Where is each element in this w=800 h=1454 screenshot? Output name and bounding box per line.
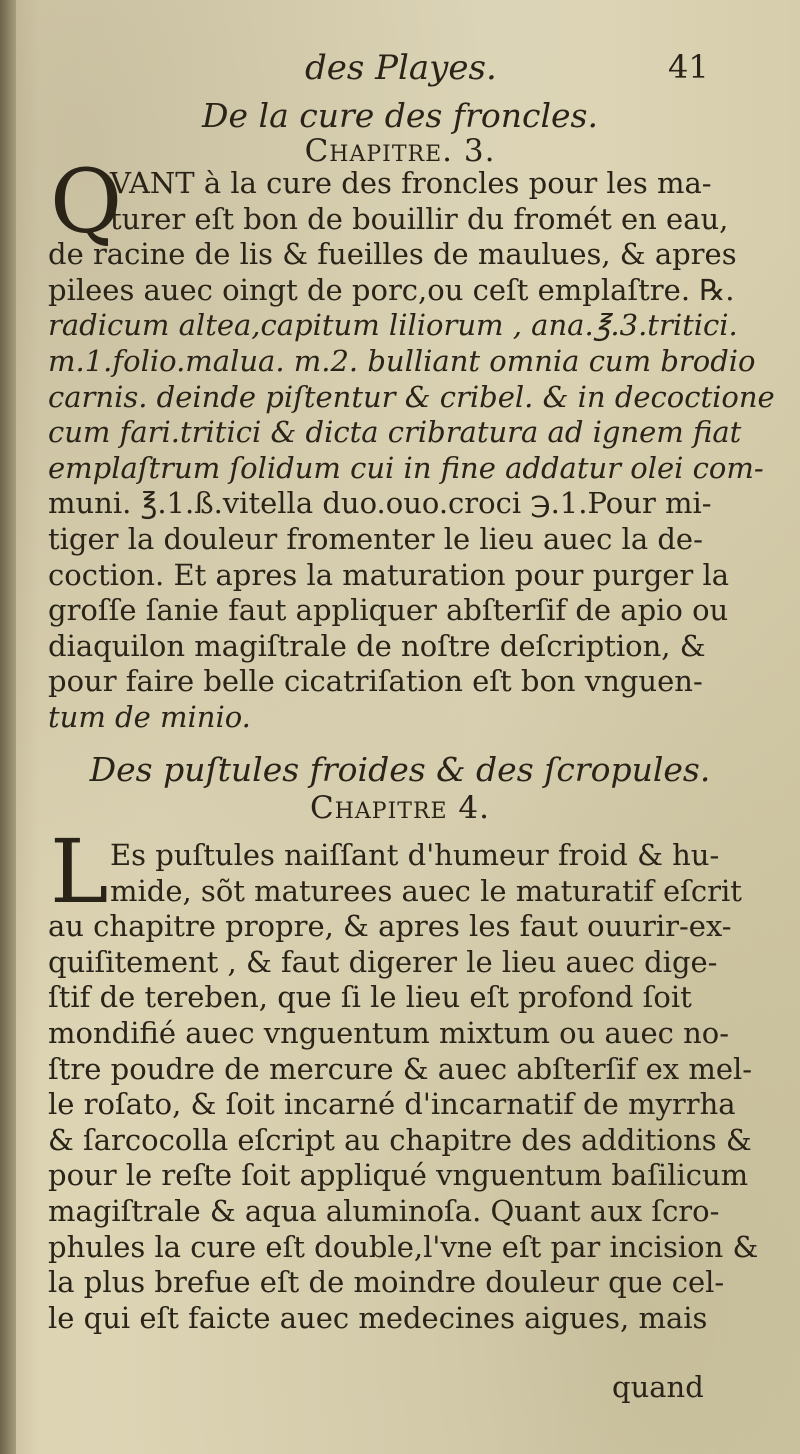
text-line: magiſtrale & aqua aluminoſa. Quant aux ſcro- [48, 1193, 720, 1228]
text-line: de racine de lis & fueilles de maulues, & apres [48, 237, 737, 272]
drop-cap-q: Q [50, 150, 123, 253]
text-line: Es puſtules naiſſant d'humeur froid & hu- [110, 838, 720, 872]
chapter-title-4: Chapitre 4. [309, 790, 490, 826]
text-line: radicum altea,capitum liliorum , ana.℥.3.tritici. [48, 308, 738, 343]
page-header [0, 48, 800, 98]
text-line: VANT à la cure des froncles pour les ma- [110, 166, 712, 200]
text-line: au chapitre propre, & apres les faut ouurir-ex- [48, 909, 732, 944]
text-line: groſſe ſanie faut appliquer abſterſif de apio ou [48, 593, 729, 628]
section2-body [48, 838, 759, 1336]
section-heading-pustules: Des puſtules froides & des ſcropules. [89, 750, 711, 789]
text-line: pour le reſte ſoit appliqué vnguentum baſilicum [48, 1158, 749, 1193]
text-line: quiſitement , & faut digerer le lieu auec dige- [48, 944, 718, 979]
text-line: tiger la douleur fromenter le lieu auec la de- [48, 521, 703, 556]
text-line: ſtre poudre de mercure & auec abſterſif ex mel- [48, 1051, 753, 1086]
text-line: la plus brefue eſt de moindre douleur que cel- [48, 1265, 725, 1300]
text-line: pilees auec oingt de porc,ou ceſt emplaſtre. ℞. [48, 272, 735, 307]
text-line: ſtif de tereben, que ſi le lieu eſt profond ſoit [48, 980, 692, 1015]
text-line: le roſato, & ſoit incarné d'incarnatif de myrrha [48, 1087, 736, 1122]
text-line: diaquilon magiſtrale de noſtre deſcription, & [48, 628, 706, 663]
text-line: mide, sõt maturees auec le maturatif eſcrit [110, 873, 742, 908]
text-line: coction. Et apres la maturation pour purger la [48, 557, 730, 592]
text-line: m.1.folio.malua. m.2. bulliant omnia cum brodio [48, 343, 756, 378]
running-title: des Playes. [305, 48, 497, 88]
text-line: emplaſtrum ſolidum cui in fine addatur olei com- [48, 450, 764, 485]
text-line: cum fari.tritici & dicta cribratura ad ignem fiat [48, 415, 742, 450]
text-line: pour faire belle cicatriſation eſt bon vnguen- [48, 664, 703, 699]
page-number: 41 [668, 48, 709, 86]
text-line: mondifié auec vnguentum mixtum ou auec no- [48, 1015, 730, 1050]
catchword: quand [612, 1370, 704, 1404]
section1-body [48, 166, 775, 736]
drop-cap-l: L [50, 820, 109, 923]
text-line: carnis. deinde piſtentur & cribel. & in decoctione [48, 379, 775, 414]
text-line: muni. ℥.1.ß.vitella duo.ouo.croci ℈.1.Pour mi- [48, 486, 712, 521]
binding-gutter [0, 0, 16, 1454]
text-line: tum de minio. [48, 699, 251, 734]
chapter-title-3: Chapitre. 3. [304, 133, 496, 169]
text-line: le qui eſt faicte auec medecines aigues, mais [48, 1300, 708, 1335]
section-heading-froncles: De la cure des froncles. [202, 96, 598, 135]
text-line: & ſarcocolla eſcript au chapitre des additions & [48, 1122, 752, 1157]
text-line: phules la cure eſt double,l'vne eſt par incision & [48, 1229, 759, 1264]
text-line: turer eſt bon de bouillir du fromét en eau, [110, 201, 729, 236]
